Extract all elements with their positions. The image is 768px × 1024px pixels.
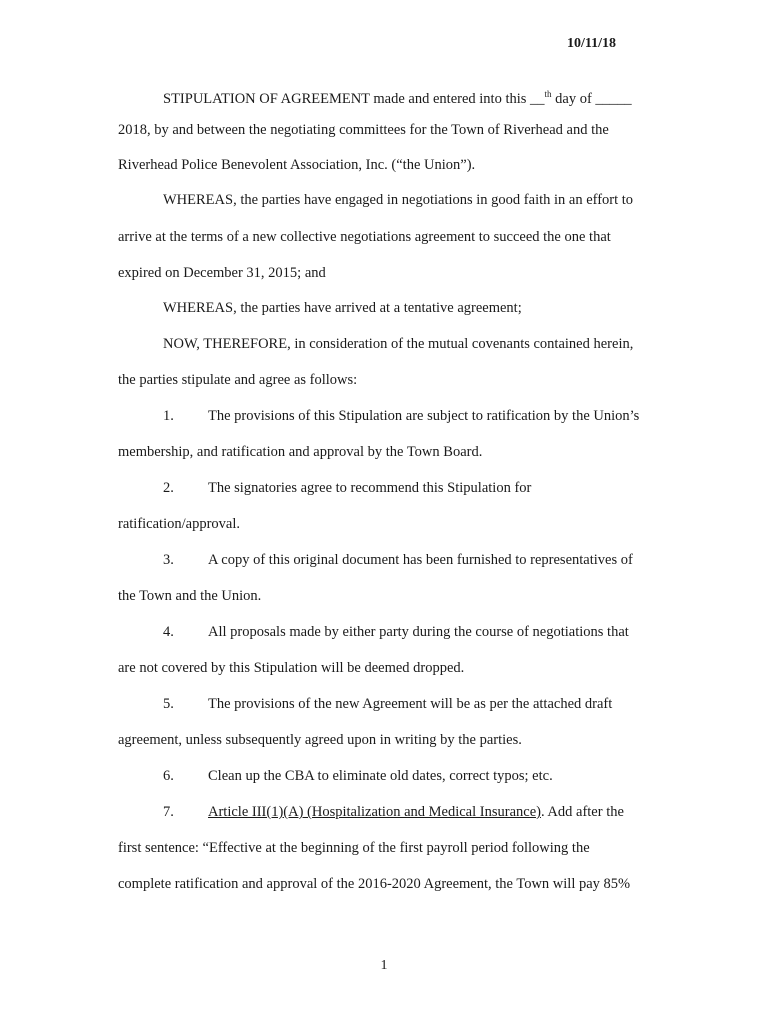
now-line-2: the parties stipulate and agree as follows: (118, 372, 358, 388)
whereas1-line-3: expired on December 31, 2015; and (118, 265, 326, 281)
item-number: 4. (163, 624, 174, 640)
item-4-line-1: 4. All proposals made by either party during the course of negotiations that (163, 624, 629, 640)
item-2-line-1: 2. The signatories agree to recommend this Stipulation for (163, 480, 532, 496)
item-7-line-1: 7. Article III(1)(A) (Hospitalization and Medical Insurance). Add after the (163, 804, 624, 820)
item-7-line-2: first sentence: “Effective at the beginning of the first payroll period following the (118, 840, 590, 856)
item-number: 1. (163, 408, 174, 424)
item-3-line-2: the Town and the Union. (118, 588, 262, 604)
whereas2-line-1: WHEREAS, the parties have arrived at a tentative agreement; (163, 300, 522, 316)
item-1-line-1: 1. The provisions of this Stipulation are subject to ratification by the Union’s (163, 408, 640, 424)
item-2-line-2: ratification/approval. (118, 516, 240, 532)
page-number: 1 (380, 958, 388, 973)
item-number: 3. (163, 552, 174, 568)
ordinal-suffix: th (544, 89, 552, 99)
item-7-line-3: complete ratification and approval of the 2016-2020 Agreement, the Town will pay 85% (118, 876, 631, 892)
item-3-line-1: 3. A copy of this original document has been furnished to representatives of (163, 552, 633, 568)
item-number: 5. (163, 696, 174, 712)
document-date: 10/11/18 (566, 36, 616, 51)
intro-line-3: Riverhead Police Benevolent Association, Inc. (“the Union”). (118, 157, 476, 173)
whereas1-line-2: arrive at the terms of a new collective negotiations agreement to succeed the one that (118, 229, 611, 245)
item-6-line-1: 6. Clean up the CBA to eliminate old dates, correct typos; etc. (163, 768, 553, 784)
now-line-1: NOW, THEREFORE, in consideration of the mutual covenants contained herein, (163, 336, 634, 352)
item-5-line-1: 5. The provisions of the new Agreement will be as per the attached draft (163, 696, 613, 712)
item-number: 7. (163, 804, 174, 820)
item-1-line-2: membership, and ratification and approval by the Town Board. (118, 444, 483, 460)
item-4-line-2: are not covered by this Stipulation will be deemed dropped. (118, 660, 465, 676)
item-5-line-2: agreement, unless subsequently agreed upon in writing by the parties. (118, 732, 522, 748)
item-number: 6. (163, 768, 174, 784)
intro-line-1: STIPULATION OF AGREEMENT made and entered into this __$^{th}$ day of _____ (163, 89, 632, 107)
whereas1-line-1: WHEREAS, the parties have engaged in negotiations in good faith in an effort to (163, 192, 634, 208)
article-heading: Article III(1)(A) (Hospitalization and Medical Insurance) (208, 804, 541, 820)
intro-line-2: 2018, by and between the negotiating committees for the Town of Riverhead and the (118, 122, 609, 138)
item-number: 2. (163, 480, 174, 496)
